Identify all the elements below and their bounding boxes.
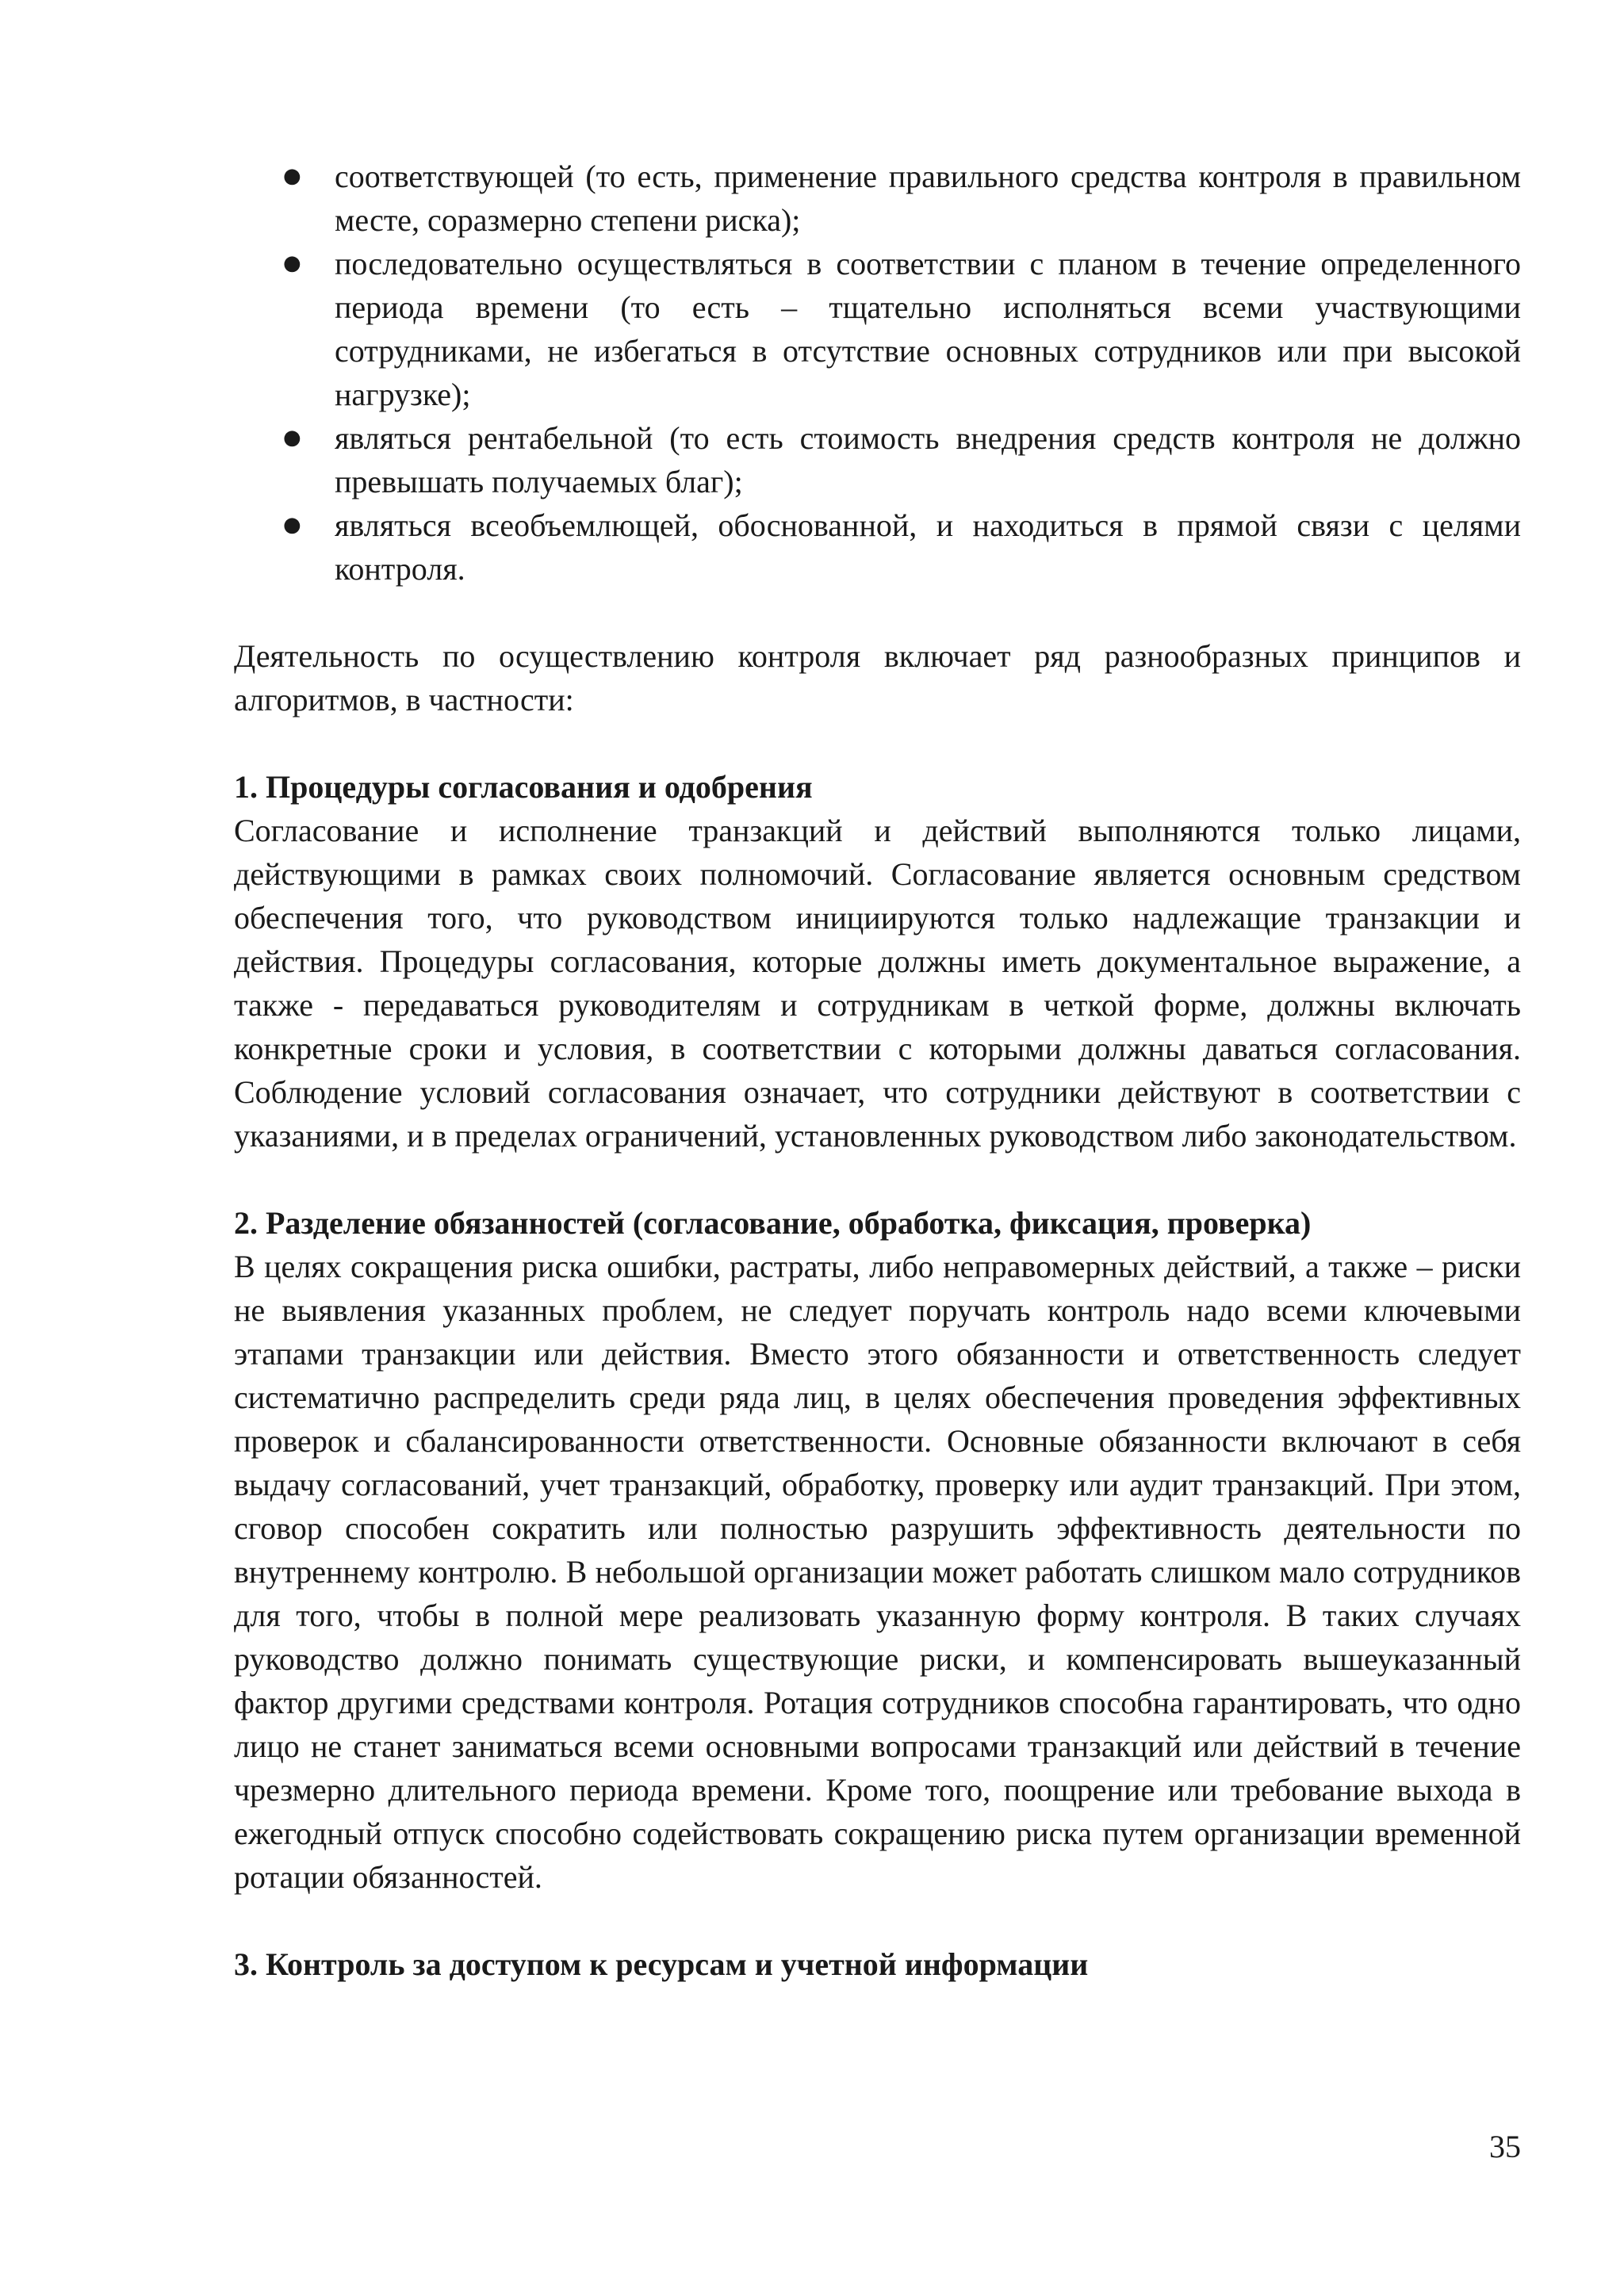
bullet-dot-icon: ● [283, 251, 301, 275]
bullet-text: являться всеобъемлющей, обоснованной, и находиться в прямой связи с целями контроля. [335, 507, 1521, 587]
bullet-text: соответствующей (то есть, применение правильного средства контроля в правильном месте, соразмерно степени риска); [335, 159, 1521, 238]
section-2-heading: 2. Разделение обязанностей (согласование, обработка, фиксация, проверка) [234, 1205, 1312, 1241]
section-3-heading: 3. Контроль за доступом к ресурсам и учетной информации [234, 1946, 1089, 1982]
spacer [234, 1899, 1521, 1942]
spacer [234, 1158, 1521, 1201]
bullet-list [234, 155, 1521, 591]
document-page [234, 155, 1521, 1986]
section-1-body: Согласование и исполнение транзакций и действий выполняются только лицами, действующими в рамках своих полномочий. Согласование является основным средством обеспечения того, что руководством инициируются только надлежащие транзакции и действия. Процедуры согласования, которые должны иметь документальное выражение, а также - передаваться руководителям и сотрудникам в четкой форме, должны включать конкретные сроки и условия, в соответствии с которыми должны даваться согласования. Соблюдение условий согласования означает, что сотрудники действуют в соответствии с указаниями, и в пределах ограничений, установленных руководством либо законодательством. [234, 813, 1521, 1154]
bullet-item [234, 503, 1521, 591]
bullet-text: являться рентабельной (то есть стоимость внедрения средств контроля не должно превышать получаемых благ); [335, 420, 1521, 499]
spacer [234, 721, 1521, 765]
bullet-item [234, 416, 1521, 503]
bullet-item [234, 242, 1521, 416]
section-1-heading: 1. Процедуры согласования и одобрения [234, 769, 813, 805]
bullet-dot-icon: ● [283, 513, 301, 537]
bullet-dot-icon: ● [283, 164, 301, 188]
spacer [234, 591, 1521, 634]
intro-paragraph: Деятельность по осуществлению контроля включает ряд разнообразных принципов и алгоритмов, в частности: [234, 638, 1521, 718]
bullet-dot-icon: ● [283, 426, 301, 450]
section-2-body: В целях сокращения риска ошибки, растраты, либо неправомерных действий, а также – риски не выявления указанных проблем, не следует поручать контроль надо всеми ключевыми этапами транзакции или действия. Вместо этого обязанности и ответственность следует систематично распределить среди ряда лиц, в целях обеспечения проведения эффективных проверок и сбалансированности ответственности. Основные обязанности включают в себя выдачу согласований, учет транзакций, обработку, проверку или аудит транзакций. При этом, сговор способен сократить или полностью разрушить эффективность деятельности по внутреннему контролю. В небольшой организации может работать слишком мало сотрудников для того, чтобы в полной мере реализовать указанную форму контроля. В таких случаях руководство должно понимать существующие риски, и компенсировать вышеуказанный фактор другими средствами контроля. Ротация сотрудников способна гарантировать, что одно лицо не станет заниматься всеми основными вопросами транзакций или действий в течение чрезмерно длительного периода времени. Кроме того, поощрение или требование выхода в ежегодный отпуск способно содействовать сокращению риска путем организации временной ротации обязанностей. [234, 1249, 1521, 1895]
page-number: 35 [1489, 2129, 1521, 2164]
bullet-item [234, 155, 1521, 242]
bullet-text: последовательно осуществляться в соответствии с планом в течение определенного периода времени (то есть – тщательно исполняться всеми участвующими сотрудниками, не избегаться в отсутствие основных сотрудников или при высокой нагрузке); [335, 246, 1521, 412]
